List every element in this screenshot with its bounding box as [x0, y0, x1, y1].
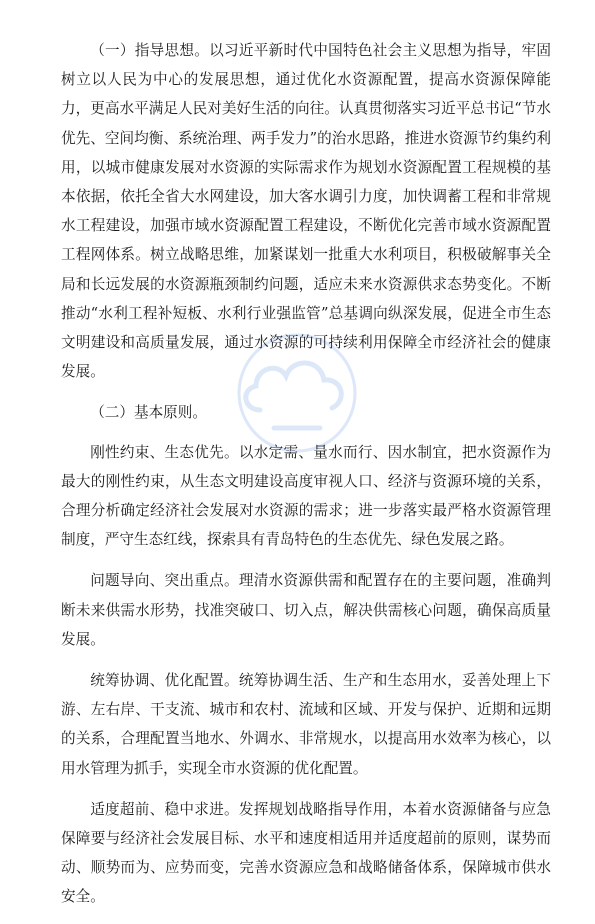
paragraph-guiding-ideology: （一）指导思想。以习近平新时代中国特色社会主义思想为指导，牢固树立以人民为中心的发展思想，通过优化水资源配置，提高水资源保障能力，更高水平满足人民对美好生活的向往。认真贯彻落实习近平总书记“节水优先、空间均衡、系统治理、两手发力”的治水思路，推进水资源节约集约利用，以城市健康发展对水资源的实际需求作为规划水资源配置工程规模的基本依据，依托全省大水网建设，加大客水调引力度，加快调蓄工程和非常规水工程建设，加强市域水资源配置工程建设，不断优化完善市域水资源配置工程网体系。树立战略思维，加紧谋划一批重大水利项目，积极破解事关全局和长远发展的水资源瓶颈制约问题，适应未来水资源供求态势变化。不断推动“水利工程补短板、水利行业强监管”总基调向纵深发展，促进全市生态文明建设和高质量发展，通过水资源的可持续利用保障全市经济社会的健康发展。 [61, 42, 551, 381]
paragraph-problem-oriented: 问题导向、突出重点。理清水资源供需和配置存在的主要问题，准确判断未来供需水形势，找准突破口、切入点，解决供需核心问题，确保高质量发展。 [61, 572, 551, 648]
paragraph-rigid-constraint: 刚性约束、生态优先。以水定需、量水而行、因水制宜，把水资源作为最大的刚性约束，从生态文明建设高度审视人口、经济与资源环境的关系，合理分析确定经济社会发展对水资源的需求；进一步落实最严格水资源管理制度，严守生态红线，探索具有青岛特色的生态优先、绿色发展之路。 [61, 443, 551, 549]
paragraph-moderately-ahead: 适度超前、稳中求进。发挥规划战略指导作用，本着水资源储备与应急保障要与经济社会发展目标、水平和速度相适用并适度超前的原则，谋势而动、顺势而为、应势而变，完善水资源应急和战略储备体系，保障城市供水安全。 [61, 800, 551, 906]
section-heading-basic-principles: （二）基本原则。 [90, 404, 207, 422]
document-body [61, 36, 551, 924]
paragraph-coordinated-allocation: 统筹协调、优化配置。统筹协调生活、生产和生态用水，妥善处理上下游、左右岸、干支流、城市和农村、流域和区域、开发与保护、近期和远期的关系，合理配置当地水、外调水、非常规水，以提高用水效率为核心，以用水管理为抓手，实现全市水资源的优化配置。 [61, 672, 551, 777]
